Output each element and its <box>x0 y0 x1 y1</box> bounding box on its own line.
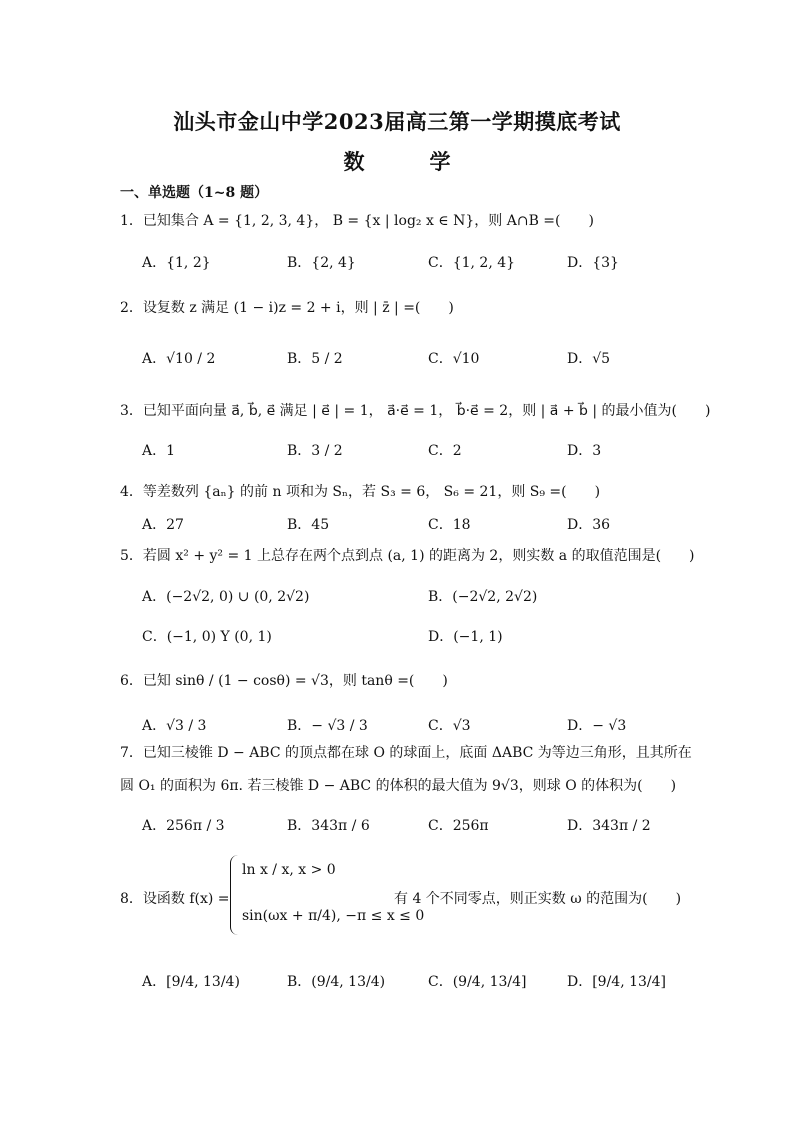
q7-option-b: B．343π / 6 <box>287 818 370 834</box>
q8-option-d: D．[9/4, 13/4] <box>567 974 667 990</box>
q8-option-b: B．(9/4, 13/4) <box>287 974 386 990</box>
exam-title: 汕头市金山中学2023届高三第一学期摸底考试 <box>173 109 621 134</box>
question-6-stem: 6．已知 sinθ / (1 − cosθ) = √3，则 tanθ =( ) <box>120 673 448 689</box>
q6-option-a: A．√3 / 3 <box>142 718 207 734</box>
q2-option-c: C．√10 <box>428 351 480 367</box>
question-4-stem: 4．等差数列 {aₙ} 的前 n 项和为 Sₙ，若 S₃ = 6， S₆ = 21，则 S₉ =( ) <box>120 484 601 500</box>
question-2-stem: 2．设复数 z 满足 (1 − i)z = 2 + i，则 | z̄ | =( ) <box>120 300 454 316</box>
q2-option-b: B．5 / 2 <box>287 351 343 367</box>
q3-option-d: D．3 <box>567 443 602 459</box>
q5-option-d: D．(−1, 1) <box>428 629 503 645</box>
q7-option-c: C．256π <box>428 818 489 834</box>
question-5-stem: 5．若圆 x² + y² = 1 上总存在两个点到点 (a, 1) 的距离为 2，则实数 a 的取值范围是( ) <box>120 548 695 564</box>
q4-option-a: A．27 <box>142 517 184 533</box>
question-8-stem-prefix: 8．设函数 f(x) = <box>120 891 230 907</box>
q7-option-a: A．256π / 3 <box>142 818 225 834</box>
q1-option-b: B．{2, 4} <box>287 255 356 271</box>
section-heading: 一、单选题（1~8 题） <box>120 185 269 201</box>
q7-option-d: D．343π / 2 <box>567 818 651 834</box>
question-3-stem: 3．已知平面向量 a⃗, b⃗, e⃗ 满足 | e⃗ | = 1， a⃗·e⃗ = 1， b⃗·e⃗ = 2，则 | a⃗ + b⃗ | 的最小值为( ) <box>120 403 711 419</box>
subject-heading: 数 学 <box>343 149 473 174</box>
q2-option-a: A．√10 / 2 <box>142 351 216 367</box>
q3-option-b: B．3 / 2 <box>287 443 343 459</box>
q6-option-b: B．− √3 / 3 <box>287 718 368 734</box>
q8-option-a: A．[9/4, 13/4) <box>142 974 240 990</box>
q1-option-d: D．{3} <box>567 255 619 271</box>
q1-option-c: C．{1, 2, 4} <box>428 255 516 271</box>
question-8-stem-suffix: 有 4 个不同零点，则正实数 ω 的范围为( ) <box>394 891 682 907</box>
question-1-stem: 1．已知集合 A = {1, 2, 3, 4}， B = {x | log₂ x ∈ N}，则 A∩B =( ) <box>120 213 594 229</box>
q1-option-a: A．{1, 2} <box>142 255 211 271</box>
q3-option-a: A．1 <box>142 443 176 459</box>
q5-option-a: A．(−2√2, 0) ∪ (0, 2√2) <box>142 589 310 605</box>
piecewise-case-1: ln x / x, x > 0 <box>242 862 336 878</box>
question-7-stem-line-1: 7．已知三棱锥 D − ABC 的顶点都在球 O 的球面上，底面 ΔABC 为等边三角形，且其所在 <box>120 745 692 761</box>
piecewise-case-2: sin(ωx + π/4), −π ≤ x ≤ 0 <box>242 908 425 924</box>
piecewise-brace <box>230 855 239 935</box>
q2-option-d: D．√5 <box>567 351 611 367</box>
q4-option-c: C．18 <box>428 517 471 533</box>
question-7-stem-line-2: 圆 O₁ 的面积为 6π. 若三棱锥 D − ABC 的体积的最大值为 9√3，则球 O 的体积为( ) <box>120 778 677 794</box>
q4-option-d: D．36 <box>567 517 611 533</box>
q5-option-b: B．(−2√2, 2√2) <box>428 589 538 605</box>
q3-option-c: C．2 <box>428 443 462 459</box>
q6-option-c: C．√3 <box>428 718 471 734</box>
q8-option-c: C．(9/4, 13/4] <box>428 974 527 990</box>
q5-option-c: C．(−1, 0) Y (0, 1) <box>142 629 272 645</box>
q4-option-b: B．45 <box>287 517 330 533</box>
q6-option-d: D．− √3 <box>567 718 627 734</box>
